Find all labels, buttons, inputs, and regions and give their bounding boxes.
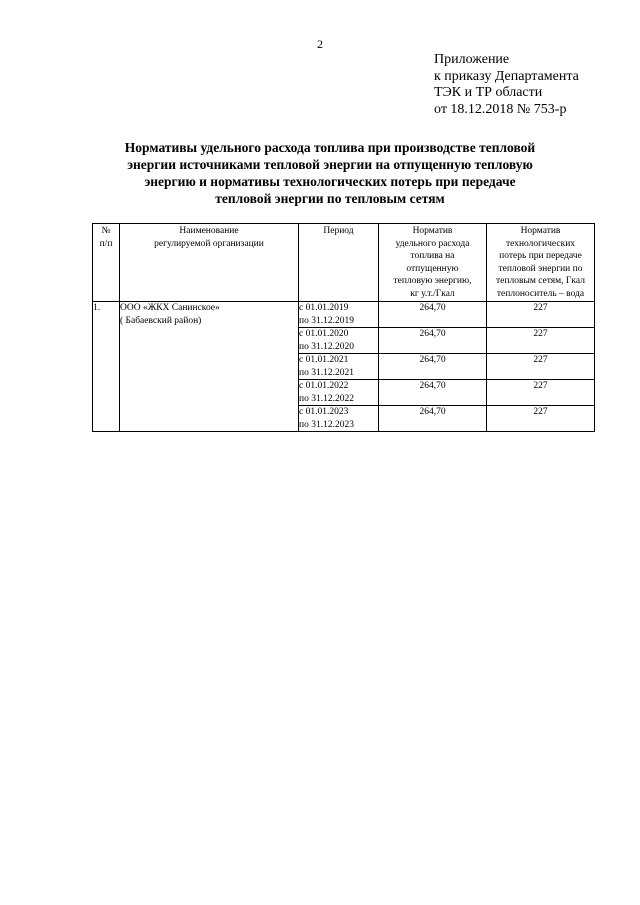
period-from: с 01.01.2019: [299, 303, 349, 313]
loss-norm-value: 227: [487, 354, 595, 380]
appendix-line: к приказу Департамента: [434, 68, 579, 84]
header-org-line: Наименование: [179, 226, 239, 236]
header-loss-line: тепловой энергии по: [498, 263, 583, 274]
header-loss-norm: [487, 224, 595, 302]
header-fuel-norm: [379, 224, 487, 302]
title-line: тепловой энергии по тепловым сетям: [215, 191, 445, 206]
period-from: с 01.01.2021: [299, 355, 349, 365]
header-num-line: №: [101, 226, 111, 236]
header-fuel-line: Норматив: [412, 226, 453, 236]
appendix-block: [434, 52, 579, 118]
title-line: энергию и нормативы технологических потерь при передаче: [144, 174, 516, 189]
period-to: по 31.12.2023: [299, 419, 354, 430]
title-line: энергии источниками тепловой энергии на отпущенную тепловую: [127, 157, 533, 172]
norms-table: [92, 223, 595, 432]
header-num-line: п/п: [99, 238, 113, 249]
period-from: с 01.01.2022: [299, 381, 349, 391]
organization-name-line: ООО «ЖКХ Санинское»: [120, 303, 220, 313]
header-loss-line: потерь при передаче: [499, 251, 582, 261]
header-fuel-line: тепловую энергию,: [393, 276, 472, 286]
title-line: Нормативы удельного расхода топлива при производстве тепловой: [124, 140, 536, 155]
organization-name: [120, 302, 299, 432]
organization-name-line: ( Бабаевский район): [120, 315, 202, 326]
header-period-line: Период: [323, 226, 354, 236]
fuel-norm-value: 264,70: [379, 380, 487, 406]
period-cell: [299, 406, 379, 432]
header-period: [299, 224, 379, 302]
period-from: с 01.01.2023: [299, 407, 349, 417]
table-row: [93, 302, 595, 328]
appendix-line: от 18.12.2018 № 753-р: [434, 101, 567, 117]
header-loss-line: теплоноситель – вода: [496, 288, 585, 299]
loss-norm-value: 227: [487, 302, 595, 328]
fuel-norm-value: 264,70: [379, 406, 487, 432]
appendix-line: Приложение: [434, 52, 510, 67]
header-org: [120, 224, 299, 302]
header-fuel-line: удельного расхода: [395, 238, 470, 249]
period-cell: [299, 328, 379, 354]
period-cell: [299, 380, 379, 406]
row-number: 1.: [93, 302, 120, 432]
loss-norm-value: 227: [487, 328, 595, 354]
page-number: 2: [317, 37, 323, 51]
period-cell: [299, 354, 379, 380]
appendix-line: ТЭК и ТР области: [434, 85, 543, 100]
fuel-norm-value: 264,70: [379, 354, 487, 380]
header-loss-line: Норматив: [520, 226, 561, 236]
period-to: по 31.12.2022: [299, 393, 354, 404]
table-header-row: [93, 224, 595, 302]
header-loss-line: тепловым сетям, Гкал: [496, 276, 585, 286]
period-to: по 31.12.2019: [299, 315, 354, 326]
loss-norm-value: 227: [487, 380, 595, 406]
period-from: с 01.01.2020: [299, 329, 349, 339]
header-num: [93, 224, 120, 302]
period-to: по 31.12.2020: [299, 341, 354, 352]
fuel-norm-value: 264,70: [379, 302, 487, 328]
header-loss-line: технологических: [505, 238, 576, 249]
fuel-norm-value: 264,70: [379, 328, 487, 354]
period-cell: [299, 302, 379, 328]
header-org-line: регулируемой организации: [154, 238, 264, 249]
header-fuel-line: отпущенную: [406, 263, 459, 274]
document-title: [80, 139, 580, 207]
loss-norm-value: 227: [487, 406, 595, 432]
header-fuel-line: кг у.т./Гкал: [410, 288, 455, 299]
header-fuel-line: топлива на: [410, 251, 455, 261]
period-to: по 31.12.2021: [299, 367, 354, 378]
